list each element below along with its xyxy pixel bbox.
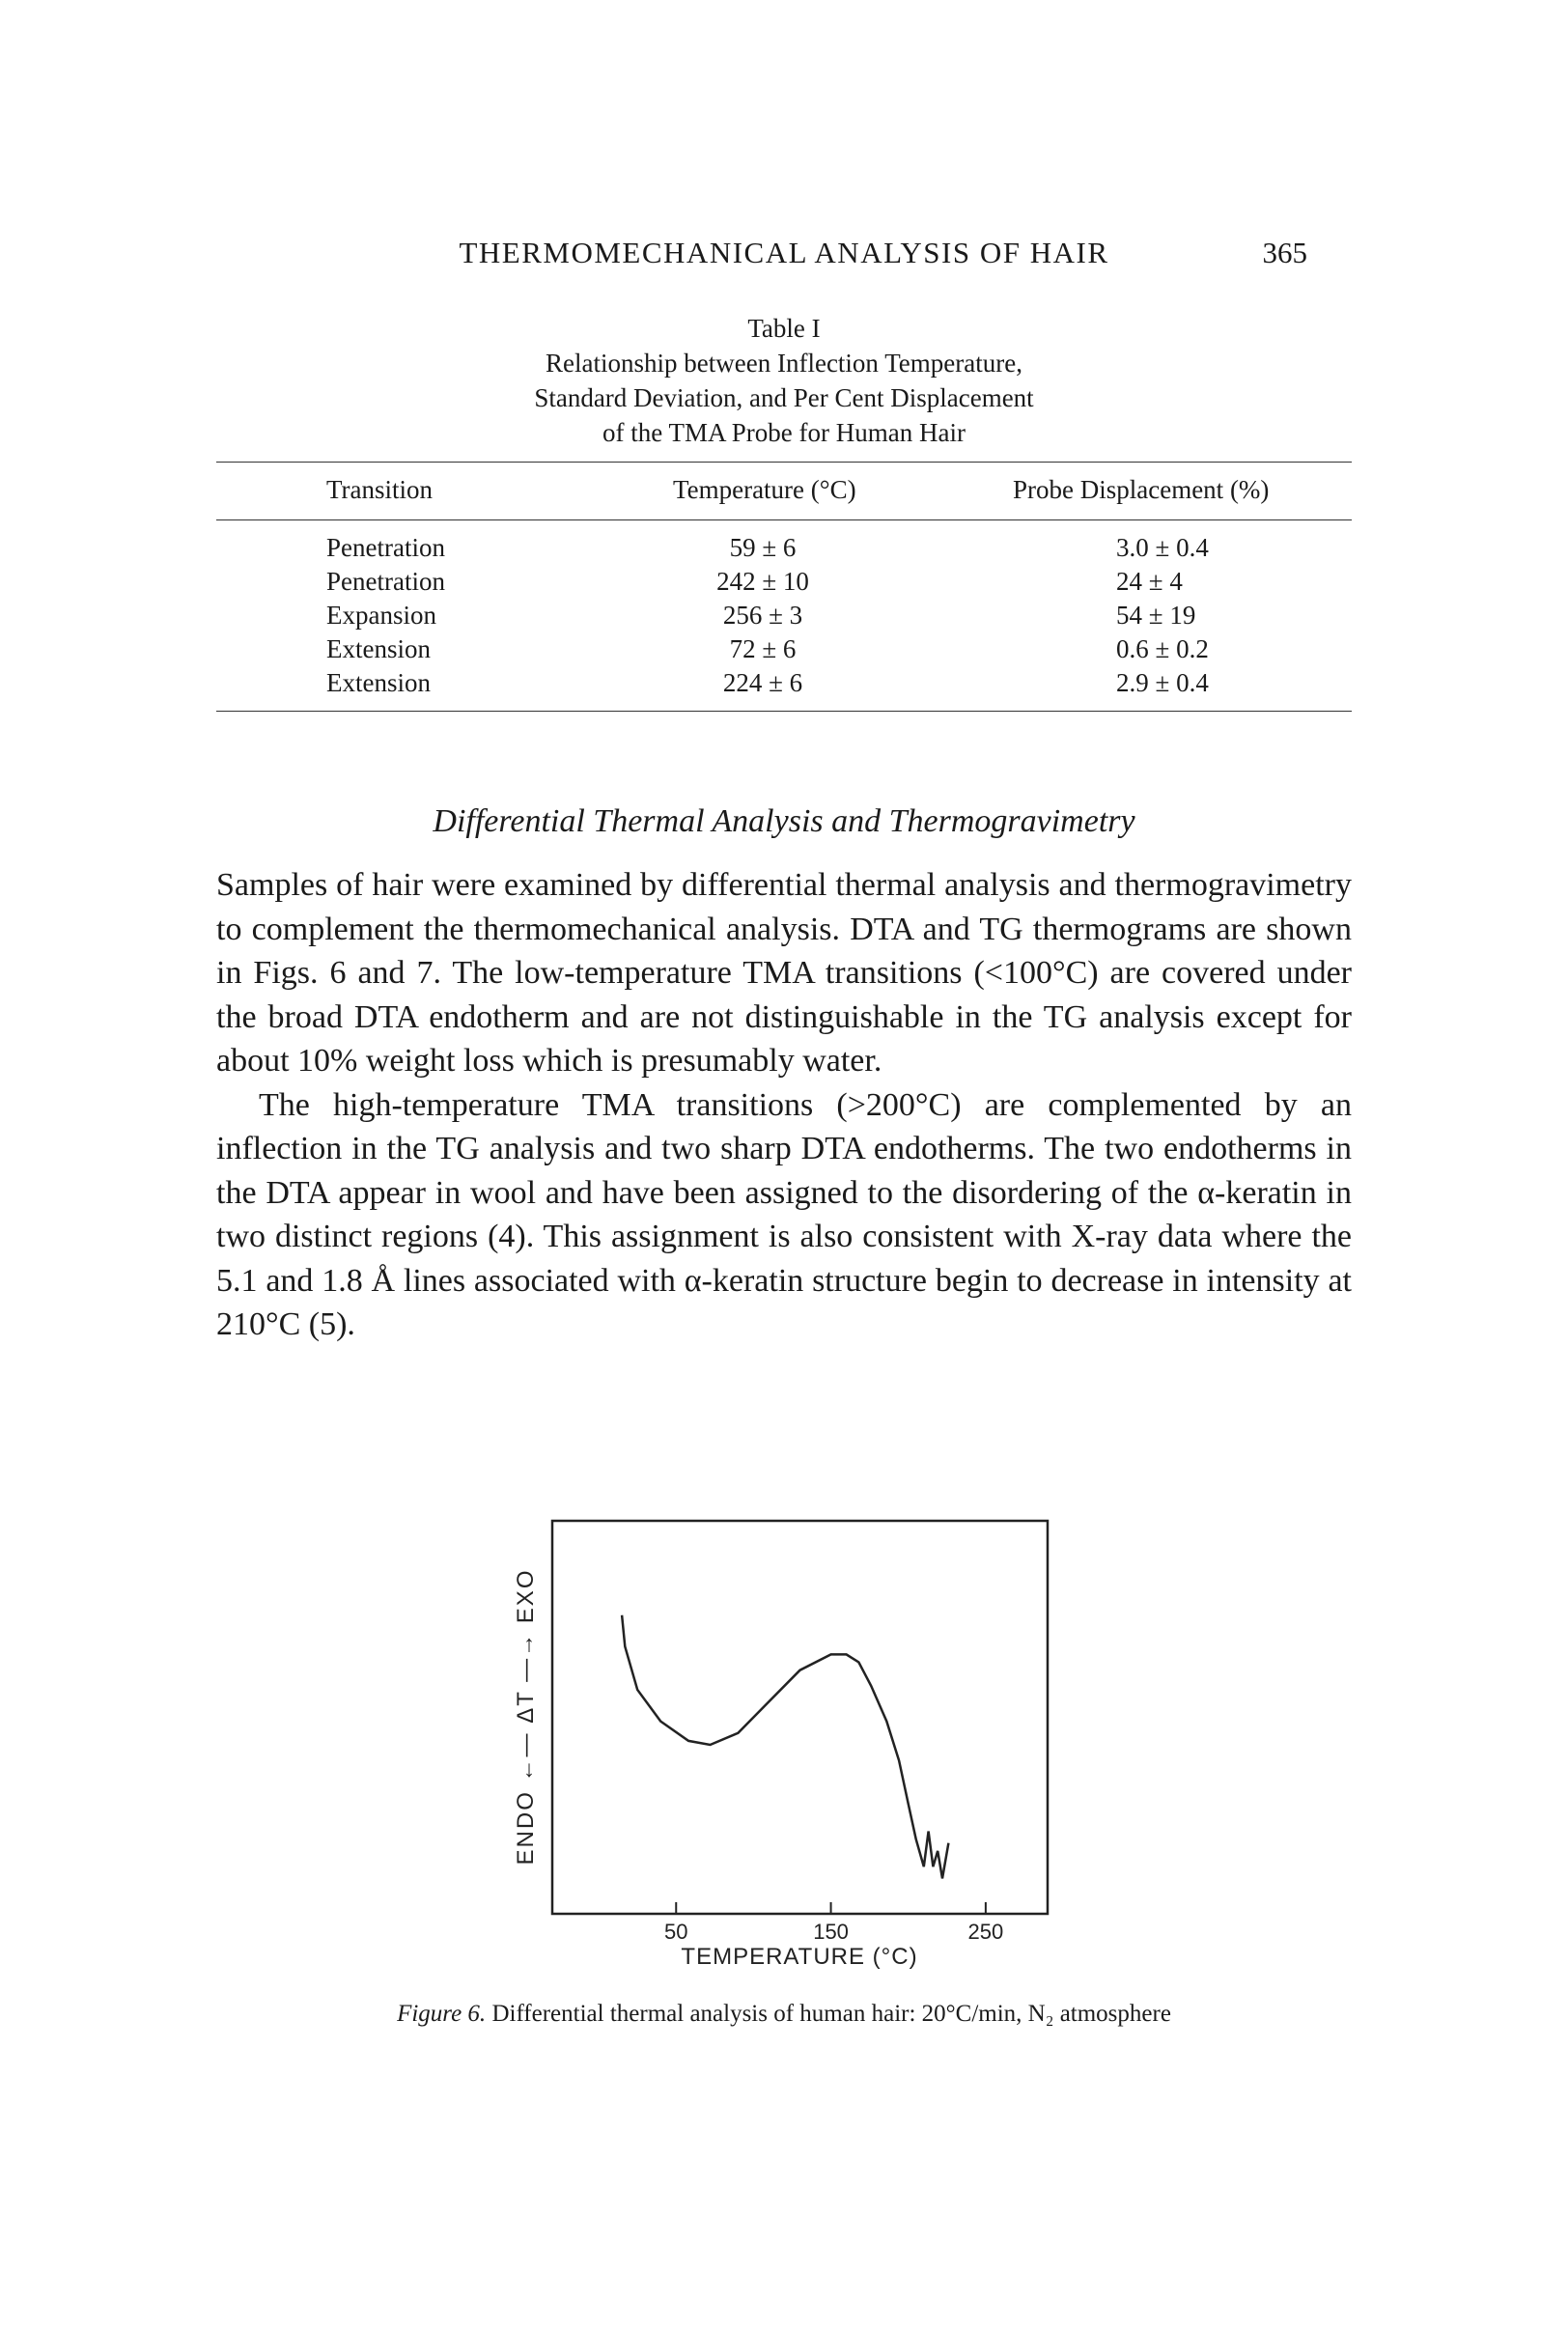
table-label: Table I xyxy=(747,314,821,343)
x-ticks xyxy=(664,1902,1003,1944)
cell-displacement: 24 ± 4 xyxy=(1116,567,1183,596)
table-caption xyxy=(0,311,1568,450)
running-title: THERMOMECHANICAL ANALYSIS OF HAIR xyxy=(459,236,1109,269)
body-text xyxy=(216,863,1352,1347)
dta-figure xyxy=(483,1506,1081,1970)
table-caption-line: Relationship between Inflection Temperature, xyxy=(546,349,1022,378)
table-top-rule xyxy=(216,462,1352,463)
paragraph: Samples of hair were examined by differential thermal analysis and thermogravimetry to complement the thermomechanical analysis. DTA and TG thermograms are shown in Figs. 6 and 7. The low-temperature TMA transitions (<100°C) are covered under the broad DTA endotherm and are not distinguishable in the TG analysis except for about 10% weight loss which is presumably water. xyxy=(216,867,1352,1079)
cell-transition: Extension xyxy=(326,634,431,663)
cell-transition: Extension xyxy=(326,668,431,697)
dta-curve xyxy=(622,1615,948,1879)
y-axis-label: ENDO ←— ΔT —→ EXO xyxy=(513,1568,539,1866)
cell-temperature: 256 ± 3 xyxy=(722,601,803,630)
cell-displacement: 2.9 ± 0.4 xyxy=(1116,668,1209,697)
cell-displacement: 0.6 ± 0.2 xyxy=(1116,634,1209,663)
header-displacement: Probe Displacement (%) xyxy=(1013,475,1270,504)
header-temperature: Temperature (°C) xyxy=(673,475,856,504)
cell-temperature: 59 ± 6 xyxy=(729,533,797,562)
table-caption-line: of the TMA Probe for Human Hair xyxy=(602,418,966,447)
cell-transition: Penetration xyxy=(326,567,445,596)
table-caption-line: Standard Deviation, and Per Cent Displacement xyxy=(534,383,1034,412)
cell-temperature: 224 ± 6 xyxy=(722,668,803,697)
cell-temperature: 242 ± 10 xyxy=(716,567,809,596)
x-axis-label: TEMPERATURE (°C) xyxy=(681,1944,918,1970)
page-number: 365 xyxy=(1262,236,1307,269)
x-tick-label: 150 xyxy=(813,1920,849,1944)
paragraph: The high-temperature TMA transitions (>200°C) are complemented by an inflection in the TG analysis and two sharp DTA endotherms. The two endotherms in the DTA appear in wool and have been assigned to the disordering of the α-keratin in two distinct regions (4). This assignment is also consistent with X-ray data where the 5.1 and 1.8 Å lines associated with α-keratin structure begin to decrease in intensity at 210°C (5). xyxy=(216,1086,1352,1342)
figure-caption xyxy=(0,2001,1568,2028)
cell-temperature: 72 ± 6 xyxy=(729,634,797,663)
plot-frame xyxy=(552,1521,1048,1914)
x-tick-label: 50 xyxy=(664,1920,688,1944)
cell-transition: Penetration xyxy=(326,533,445,562)
figure-label: Figure 6. xyxy=(397,2001,487,2027)
x-tick-label: 250 xyxy=(967,1920,1004,1944)
table-bottom-rule xyxy=(216,711,1352,712)
cell-displacement: 54 ± 19 xyxy=(1116,601,1196,630)
figure-caption-text: Differential thermal analysis of human hair: 20°C/min, N₂ atmosphere xyxy=(491,2001,1171,2027)
section-heading: Differential Thermal Analysis and Thermogravimetry xyxy=(433,803,1135,839)
cell-displacement: 3.0 ± 0.4 xyxy=(1116,533,1209,562)
header-transition: Transition xyxy=(326,475,434,504)
table-header-rule xyxy=(216,519,1352,520)
cell-transition: Expansion xyxy=(326,601,436,630)
